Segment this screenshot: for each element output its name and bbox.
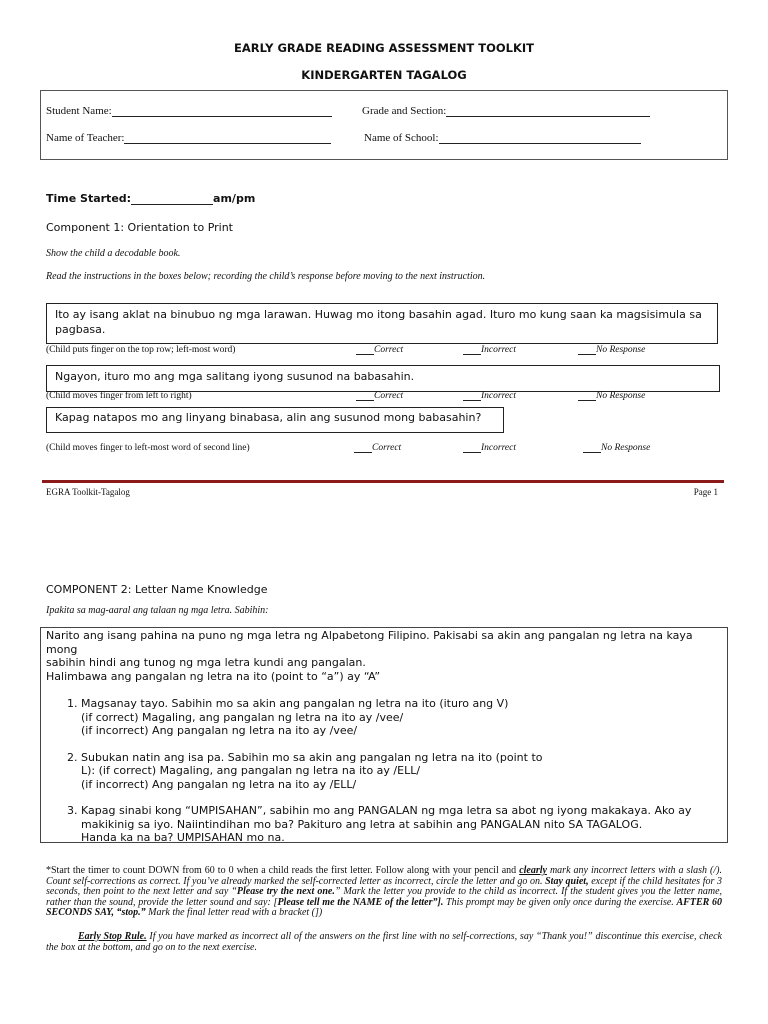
correct-blank-1[interactable]	[356, 345, 374, 355]
instruction-steps	[41, 697, 727, 845]
no-response-blank-3[interactable]	[583, 443, 601, 453]
correct-blank-2[interactable]	[356, 391, 374, 401]
response-note-3: (Child moves finger to left-most word of second line)	[46, 443, 250, 453]
teacher-name-line[interactable]	[124, 132, 331, 144]
teacher-name-label: Name of Teacher:	[46, 132, 125, 144]
early-stop-rule-label: Early Stop Rule.	[78, 931, 147, 942]
incorrect-option-3[interactable]: Incorrect	[463, 443, 516, 453]
grade-section-label: Grade and Section:	[362, 105, 447, 117]
incorrect-blank-1[interactable]	[463, 345, 481, 355]
student-info-box	[40, 90, 728, 160]
step-2: 2. Subukan natin ang isa pa. Sabihin mo sa akin ang pangalan ng letra na ito (point to L): (if correct) Magaling, ang pangalan ng letra na ito ay /ELL/ (if incorrect) Ang pangalan ng letra na ito ay /ELL/	[81, 751, 727, 792]
correct-blank-3[interactable]	[354, 443, 372, 453]
no-response-blank-1[interactable]	[578, 345, 596, 355]
teacher-name-field[interactable]	[46, 132, 331, 144]
document-subtitle: KINDERGARTEN TAGALOG	[301, 68, 467, 82]
correct-option-3[interactable]: Correct	[354, 443, 401, 453]
time-started-suffix: am/pm	[213, 192, 256, 205]
school-name-line[interactable]	[439, 132, 641, 144]
early-stop-rule-text: If you have marked as incorrect all of the answers on the first line with no self-corrections, say “Thank you!” discontinue this exercise, check the box at the bottom, and go on to the next exercise.	[46, 931, 722, 953]
prompt-box-1	[46, 303, 718, 344]
response-note-2: (Child moves finger from left to right)	[46, 391, 192, 401]
footer-page-number: Page 1	[693, 487, 718, 497]
component1-instruction-1: Show the child a decodable book.	[46, 248, 181, 259]
student-name-line[interactable]	[112, 105, 332, 117]
grade-section-field[interactable]	[362, 105, 650, 117]
footer-left: EGRA Toolkit-Tagalog	[46, 487, 130, 497]
no-response-blank-2[interactable]	[578, 391, 596, 401]
component2-heading: COMPONENT 2: Letter Name Knowledge	[46, 583, 268, 596]
intro-line-3: Halimbawa ang pangalan ng letra na ito (point to “a”) ay “A”	[46, 669, 381, 683]
prompt-text-3: Kapag natapos mo ang linyang binabasa, alin ang susunod mong babasahin?	[55, 411, 482, 424]
prompt-text-2: Ngayon, ituro mo ang mga salitang iyong susunod na babasahin.	[55, 370, 415, 383]
no-response-option-3[interactable]: No Response	[583, 443, 650, 453]
incorrect-blank-3[interactable]	[463, 443, 481, 453]
time-started-label: Time Started:	[46, 192, 132, 205]
step-1: 1. Magsanay tayo. Sabihin mo sa akin ang pangalan ng letra na ito (ituro ang V) (if correct) Magaling, ang pangalan ng letra na ito ay /vee/ (if incorrect) Ang pangalan ng letra na ito ay /vee/	[81, 697, 727, 738]
component2-instruction: Ipakita sa mag-aaral ang talaan ng mga letra. Sabihin:	[46, 605, 269, 616]
correct-option-1[interactable]: Correct	[356, 345, 403, 355]
early-stop-rule	[46, 932, 722, 953]
component1-instruction-2: Read the instructions in the boxes below; recording the child’s response before moving to the next instruction.	[46, 271, 486, 282]
document-title: EARLY GRADE READING ASSESSMENT TOOLKIT	[234, 41, 534, 55]
incorrect-option-2[interactable]: Incorrect	[463, 391, 516, 401]
incorrect-option-1[interactable]: Incorrect	[463, 345, 516, 355]
prompt-box-2	[46, 365, 720, 392]
letter-name-instructions-box	[40, 627, 728, 843]
correct-option-2[interactable]: Correct	[356, 391, 403, 401]
time-started[interactable]	[46, 192, 255, 205]
grade-section-line[interactable]	[446, 105, 650, 117]
footer-divider	[42, 480, 724, 483]
prompt-box-3	[46, 407, 504, 433]
no-response-option-2[interactable]: No Response	[578, 391, 645, 401]
component1-heading: Component 1: Orientation to Print	[46, 221, 233, 234]
prompt-text-1: Ito ay isang aklat na binubuo ng mga larawan. Huwag mo itong basahin agad. Ituro mo kung saan ka magsisimula sa pagbasa.	[55, 308, 702, 336]
response-note-1: (Child puts finger on the top row; left-most word)	[46, 345, 236, 355]
no-response-option-1[interactable]: No Response	[578, 345, 645, 355]
student-name-field[interactable]	[46, 105, 332, 117]
time-started-line[interactable]	[131, 194, 213, 205]
step-3: 3. Kapag sinabi kong “UMPISAHAN”, sabihin mo ang PANGALAN ng mga letra sa abot ng iyong makakaya. Ako ay makikinig sa iyo. Naiintindihan mo ba? Pakituro ang letra at sabihin ang PANGALAN nito SA TAGALOG. Handa ka na ba? UMPISAHAN mo na.	[81, 804, 727, 845]
incorrect-blank-2[interactable]	[463, 391, 481, 401]
intro-line-1: Narito ang isang pahina na puno ng mga letra ng Alpabetong Filipino. Pakisabi sa akin ang pangalan ng letra na kaya mong	[46, 629, 693, 656]
timer-instructions: *Start the timer to count DOWN from 60 to 0 when a child reads the first letter. Follow along with your pencil and clearly mark any incorrect letters with a slash (/). Count self-corrections as correct. If you’ve already marked the self-corrected letter as incorrect, circle the letter and go on. Stay quiet, except if the child hesitates for 3 seconds, then point to the next letter and say “Please try the next one.” Mark the letter you provide to the child as incorrect. If the student gives you the letter name, rather than the sound, provide the letter sound and say: [Please tell me the NAME of the letter”]. This prompt may be given only once during the exercise. AFTER 60 SECONDS SAY, “stop.” Mark the final letter read with a bracket (])	[46, 865, 723, 918]
intro-line-2: sabihin hindi ang tunog ng mga letra kundi ang pangalan.	[46, 656, 366, 669]
school-name-field[interactable]	[364, 132, 641, 144]
school-name-label: Name of School:	[364, 132, 439, 144]
student-name-label: Student Name:	[46, 105, 112, 117]
